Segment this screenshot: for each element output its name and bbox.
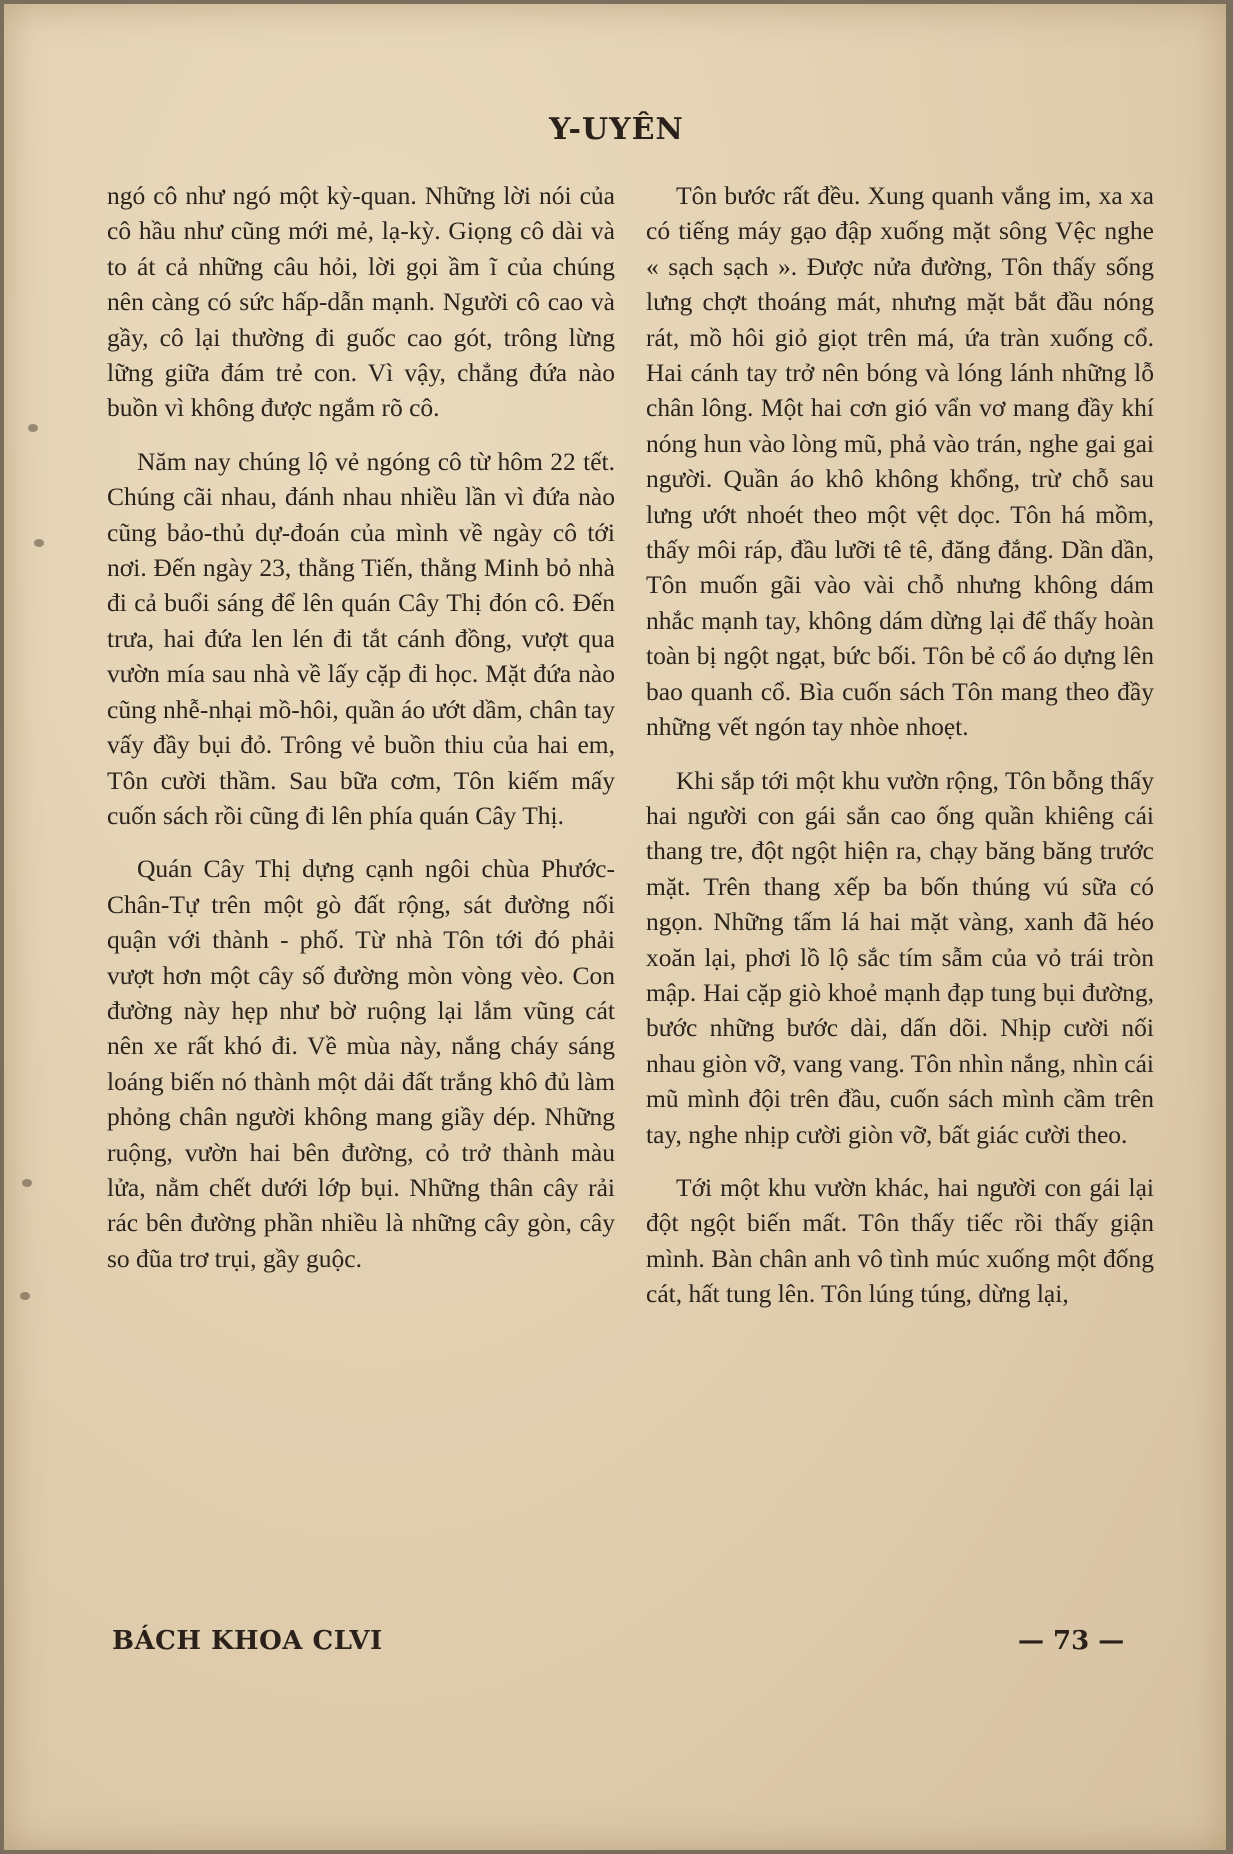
punch-hole-mark [34,539,44,547]
punch-hole-mark [20,1292,30,1300]
paragraph: Tới một khu vườn khác, hai người con gái lại đột ngột biến mất. Tôn thấy tiếc rồi thấy giận mình. Bàn chân anh vô tình múc xuống một đống cát, hất tung lên. Tôn lúng túng, dừng lại, [646,1172,1154,1309]
punch-hole-mark [28,424,38,432]
author-header: Y-UYÊN [549,112,684,147]
page-number: — 73 — [1018,1626,1125,1656]
paragraph: Năm nay chúng lộ vẻ ngóng cô từ hôm 22 tết. Chúng cãi nhau, đánh nhau nhiều lần vì đứa nào cũng bảo-thủ dự-đoán của mình về ngày cô tới nơi. Đến ngày 23, thằng Tiến, thằng Minh bỏ nhà đi cả buổi sáng để lên quán Cây Thị đón cô. Đến trưa, hai đứa len lén đi tắt cánh đồng, vượt qua vườn mía sau nhà về lấy cặp đi học. Mặt đứa nào cũng nhễ-nhại mồ-hôi, quần áo ướt dầm, chân tay vấy đầy bụi đỏ. Trông vẻ buồn thiu của hai em, Tôn cười thầm. Sau bữa cơm, Tôn kiếm mấy cuốn sách rồi cũng đi lên phía quán Cây Thị. [107,446,615,830]
punch-hole-mark [22,1179,32,1187]
paragraph: Quán Cây Thị dựng cạnh ngôi chùa Phước-Chân-Tự trên một gò đất rộng, sát đường nối quận với thành - phố. Từ nhà Tôn tới đó phải vượt hơn một cây số đường mòn vòng vèo. Con đường này hẹp như bờ ruộng lại lắm vũng cát nên xe rất khó đi. Về mùa này, nắng cháy sáng loáng biến nó thành một dải đất trắng khô đủ làm phỏng chân người không mang giầy dép. Những ruộng, vườn hai bên đường, cỏ trở thành màu lửa, nằm chết dưới lớp bụi. Những thân cây rải rác bên đường phần nhiều là những cây gòn, cây so đũa trơ trụi, gầy guộc. [107,854,615,1273]
paragraph: Tôn bước rất đều. Xung quanh vắng im, xa xa có tiếng máy gạo đập xuống mặt sông Vệc nghe « sạch sạch ». Được nửa đường, Tôn thấy sống lưng chợt thoáng mát, nhưng mặt bắt đầu nóng rát, mồ hôi giỏ giọt trên má, ứa tràn xuống cổ. Hai cánh tay trở nên bóng và lóng lánh những lỗ chân lông. Một hai cơn gió vẩn vơ mang đầy khí nóng hun vào lòng mũ, phả vào trán, nghe gai gai người. Quần áo khô không khổng, trừ chỗ sau lưng ướt nhoét theo một vệt dọc. Tôn há mồm, thấy môi ráp, đầu lưỡi tê tê, đăng đắng. Dần dần, Tôn muốn gãi vào vài chỗ nhưng không dám nhắc mạnh tay, không dám dừng lại để thấy hoàn toàn bị ngột ngạt, bức bối. Tôn bẻ cổ áo dựng lên bao quanh cổ. Bìa cuốn sách Tôn mang theo đầy những vết ngón tay nhòe nhoẹt. [646,181,1154,742]
publication-footer: BÁCH KHOA CLVI [112,1626,383,1656]
paragraph: Khi sắp tới một khu vườn rộng, Tôn bỗng thấy hai người con gái sắn cao ống quần khiêng cái thang tre, đột ngột hiện ra, chạy băng băng trước mặt. Trên thang xếp ba bốn thúng vú sữa có ngọn. Những tấm lá hai mặt vàng, xanh đã héo xoăn lại, phơi lồ lộ sắc tím sẫm của vỏ trái tròn mập. Hai cặp giò khoẻ mạnh đạp tung bụi đường, bước những bước dài, dấn dõi. Nhịp cười nối nhau giòn vỡ, vang vang. Tôn nhìn nắng, nhìn cái mũ mình đội trên đầu, cuốn sách mình cầm trên tay, nghe nhịp cười giòn vỡ, bất giác cười theo. [646,765,1154,1149]
right-column [646,178,1154,1330]
paragraph: ngó cô như ngó một kỳ-quan. Những lời nói của cô hầu như cũng mới mẻ, lạ-kỳ. Giọng cô dài và to át cả những câu hỏi, lời gọi ầm ĩ của chúng nên càng có sức hấp-dẫn mạnh. Người cô cao và gầy, cô lại thường đi guốc cao gót, trông lừng lững giữa đám trẻ con. Vì vậy, chẳng đứa nào buồn vì không được ngắm rõ cô. [107,181,615,423]
left-column [107,178,615,1294]
